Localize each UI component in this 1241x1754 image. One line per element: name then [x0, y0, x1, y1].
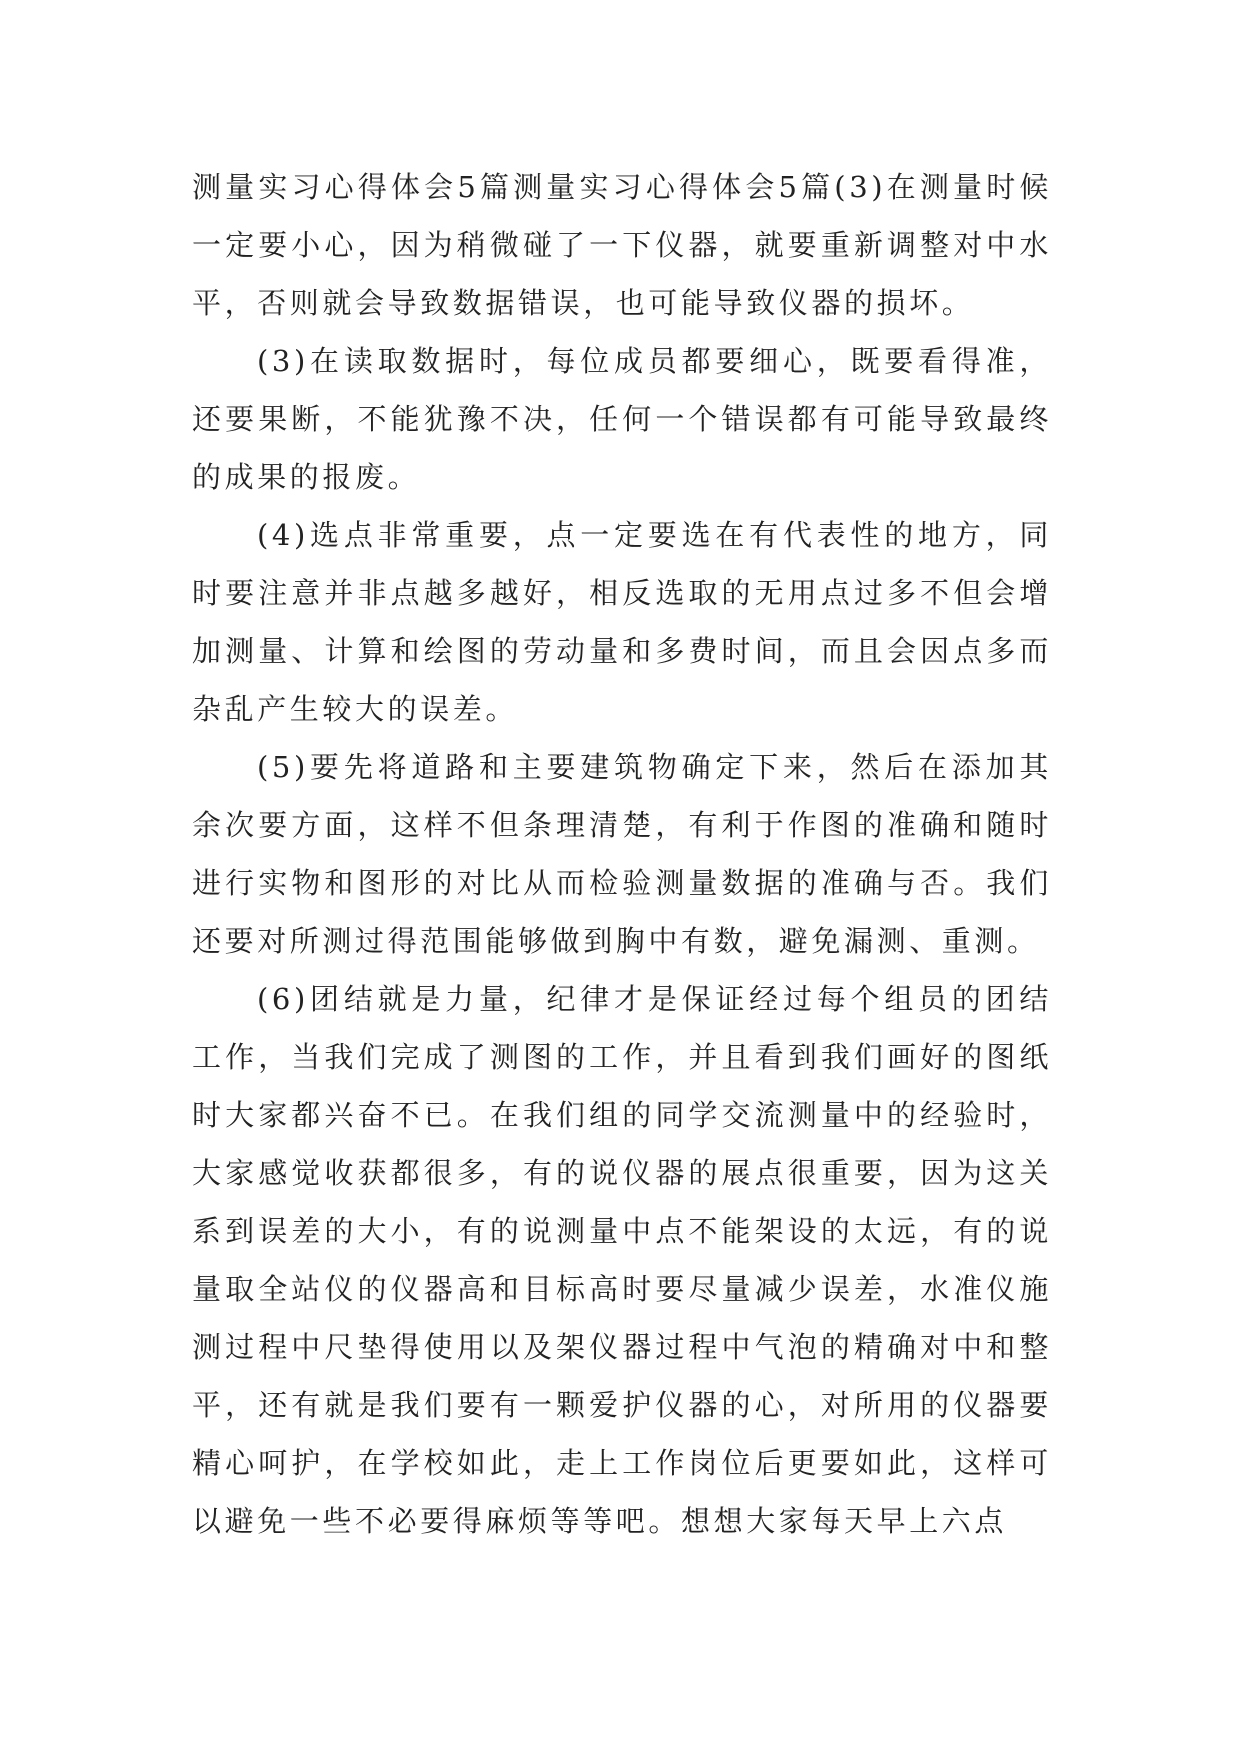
paragraph-point-5: (5)要先将道路和主要建筑物确定下来，然后在添加其余次要方面，这样不但条理清楚，有利于作图的准确和随时进行实物和图形的对比从而检验测量数据的准确与否。我们还要对所测过得范围能够做到胸中有数，避免漏测、重测。: [192, 750, 1052, 958]
document-body: [192, 158, 1052, 1550]
paragraph-point-3: (3)在读取数据时，每位成员都要细心，既要看得准，还要果断，不能犹豫不决，任何一个错误都有可能导致最终的成果的报废。: [192, 344, 1052, 494]
paragraph-point-4: (4)选点非常重要，点一定要选在有代表性的地方，同时要注意并非点越多越好，相反选取的无用点过多不但会增加测量、计算和绘图的劳动量和多费时间，而且会因点多而杂乱产生较大的误差。: [192, 518, 1052, 726]
paragraph-point-6: (6)团结就是力量，纪律才是保证经过每个组员的团结工作，当我们完成了测图的工作，并且看到我们画好的图纸时大家都兴奋不已。在我们组的同学交流测量中的经验时，大家感觉收获都很多，有的说仪器的展点很重要，因为这关系到误差的大小，有的说测量中点不能架设的太远，有的说量取全站仪的仪器高和目标高时要尽量减少误差，水准仪施测过程中尺垫得使用以及架仪器过程中气泡的精确对中和整平，还有就是我们要有一颗爱护仪器的心，对所用的仪器要精心呵护，在学校如此，走上工作岗位后更要如此，这样可以避免一些不必要得麻烦等等吧。想想大家每天早上六点: [192, 982, 1052, 1538]
paragraph-intro: 测量实习心得体会5篇测量实习心得体会5篇(3)在测量时候一定要小心，因为稍微碰了一下仪器，就要重新调整对中水平，否则就会导致数据错误，也可能导致仪器的损坏。: [192, 170, 1052, 320]
